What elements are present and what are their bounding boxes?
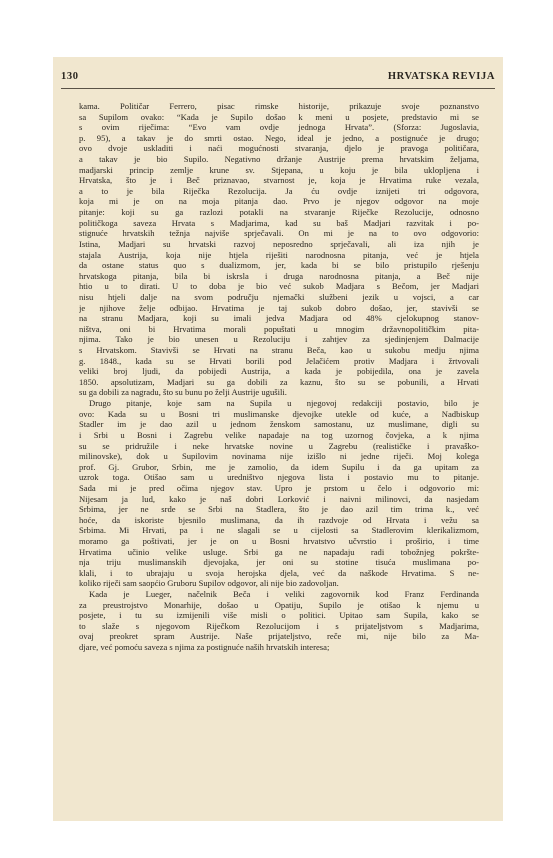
- text-line: a to je bila Riječka Rezolucija. Ja ću ovdje iznijeti tri odgovora,: [79, 185, 479, 196]
- text-line: 1850. apsolutizam, Madjari su ga dobili za kaznu, što su se pobunili, a Hrvati: [79, 376, 479, 387]
- text-line: a takav je bio Supilo. Negativno držanje Austrije prema hrvatskim željama,: [79, 154, 479, 165]
- text-line: s Hrvatskom. Stavivši se Hrvati na stranu Beča, kao u sukobu medju njima: [79, 345, 479, 356]
- text-line: nja triju muslimanskih djevojaka, jer oni su stotine tisuća muslimana po-: [79, 557, 479, 568]
- text-line: su ga dobili za nagradu, što su bunu po želji Austrije ugušili.: [79, 387, 287, 398]
- book-page: [53, 57, 503, 821]
- text-line: koja mi je on na moja pitanja dao. Prvo je njegov odgovor na moje: [79, 196, 479, 207]
- text-line: Istina, Madjari su hrvatski razvoj neposredno sprječavali, ali iza njih je: [79, 238, 479, 249]
- text-line: Srbima. Mi Hrvati, pa i ne slagali se u cijelosti sa Stadlerovim klerikalizmom,: [79, 525, 479, 536]
- text-line: da ostane status quo s dualizmom, jer, kada bi se bilo pristupilo rješenju: [79, 260, 479, 271]
- text-line: milinovske), dok u Supilovim novinama nije izišlo ni jedne riječi. Moj kolega: [79, 451, 479, 462]
- text-line: g. 1848., kada su se Hrvati borili pod Jelačićem protiv Madjara i žrtvovali: [79, 355, 479, 366]
- text-line: ovo: Kada su u Bosni tri muslimanske djevojke utekle od kuće, a Nadbiskup: [79, 408, 479, 419]
- page-header: [61, 71, 495, 85]
- text-line: kama. Političar Ferrero, pisac rimske historije, prikazuje svoje poznanstvo: [79, 101, 479, 111]
- text-line: Nijesam ja lud, kako je naš dobri Lorković i naivni milinovci, da nasjedam: [79, 493, 479, 504]
- running-title: HRVATSKA REVIJA: [387, 71, 495, 82]
- text-line: posjete, i tu su izmijenili više misli o politici. Upitao sam Supila, kako se: [79, 610, 479, 621]
- text-line: političkoga saveza Hrvata s Madjarima, kad su baš Madjari razvitak i po-: [79, 217, 479, 228]
- paragraph: [79, 589, 479, 653]
- text-line: to slaže s njegovom Riječkom Rezolucijom i s prijateljstvom s Madjarima,: [79, 620, 479, 631]
- text-line: s ovim riječima: “Evo vam ovdje jednoga Hrvata”. (Sforza: Jugoslavia,: [79, 122, 479, 133]
- text-line: ovaj preokret spram Austrije. Naše prijateljstvo, reče mi, nije bilo za Ma-: [79, 631, 479, 642]
- text-line: Kada je Lueger, načelnik Beča i veliki zagovornik kod Franz Ferdinanda: [89, 589, 479, 600]
- paragraph: [79, 101, 479, 398]
- text-line: htio u to dirati. U to doba je bio već sukob Madjara s Bečom, jer Madjari: [79, 281, 479, 292]
- text-line: pitanje: koji su ga razlozi potakli na stvaranje Riječke Rezolucije, odnosno: [79, 207, 479, 218]
- text-line: madjarski princip zemlje krune sv. Stjepana, u koju je bila uklopljena i: [79, 164, 479, 175]
- text-line: i Srbi u Bosni i Zagrebu velike napadaje na tog uzornog čovjeka, a k njima: [79, 429, 479, 440]
- text-line: veliki broj ljudi, da pobijedi Austrija, a kada je pobijedila, ona je zavela: [79, 366, 479, 377]
- text-line: na stranu Madjara, koji su imali jedva Madjara od 48% cjelokupnog stanov-: [79, 313, 479, 324]
- text-line: p. 95), a takav je do smrti ostao. Nego, ideal je jedno, a postignuće je drugo;: [79, 132, 479, 143]
- text-line: prof. Gj. Grubor, Srbin, me je zamolio, da idem Supilu i da ga upitam za: [79, 461, 479, 472]
- text-line: Hrvatima učinio velike usluge. Srbi ga ne napadaju radi tobožnjeg pokršte-: [79, 546, 479, 557]
- text-line: nisu htjeli dalje na svom području njemački službeni jezik u vojsci, a car: [79, 291, 479, 302]
- text-line: njima. Tako je bio unesen u Rezoluciju i zahtjev za sjedinjenjem Dalmacije: [79, 334, 479, 345]
- text-line: ovo dvoje uskladiti i naći mogućnosti stvaranja, djelo je pravoga političara,: [79, 143, 479, 154]
- text-line: Drugo pitanje, koje sam na Supila u njegovoj redakciji postavio, bilo je: [89, 398, 479, 409]
- text-line: Stadler im je dao azil u jednom ženskom samostanu, uz muslimane, digli su: [79, 419, 479, 430]
- page-number: 130: [61, 71, 79, 82]
- text-line: stajala Austrija, koja nije htjela riješiti narodnosna pitanja, već je htjela: [79, 249, 479, 260]
- text-line: djare, već pomoću saveza s njima za postignuće naših hrvatskih interesa;: [79, 642, 330, 653]
- text-line: su se pridružile i neke hrvatske novine u Zagrebu (realističke i pravaško-: [79, 440, 479, 451]
- text-line: Hrvatska, što je i Beč priznavao, stvarnost je, koja je Hrvatima ruke vezala,: [79, 175, 479, 186]
- text-line: hrvatskoga pitanja, bila bi iskrsla i druga narodnosna pitanja, a Beč nije: [79, 270, 479, 281]
- text-line: Sada mi je pred očima njegov stav. Upro je prstom u čelo i odgovorio mi:: [79, 482, 479, 493]
- paragraph: [79, 398, 479, 589]
- text-line: za preustrojstvo Monarhije, došao u Opatiju, Supilo je otišao k njemu u: [79, 599, 479, 610]
- header-rule: [61, 88, 495, 89]
- text-line: moramo ga poštivati, jer je on u Bosni hrvatstvo učvrstio i proširio, i time: [79, 535, 479, 546]
- text-line: koliko riječi sam saopćio Gruboru Supilov odgovor, ali nije bio zadovoljan.: [79, 578, 339, 589]
- text-line: Srbima, jer ne srde se Srbi na Stadlera, što je dao azil tim trima k., već: [79, 504, 479, 515]
- text-line: uzrok toga. Otišao sam u uredništvo njegova lista i postavio mu to pitanje.: [79, 472, 479, 483]
- text-line: sa Supilom ovako: “Kada je Supilo došao k meni u posjete, predstavio mi se: [79, 111, 479, 122]
- text-line: je njihove želje odbijao. Hrvatima je taj sukob dobro došao, jer, stavivši se: [79, 302, 479, 313]
- body-text: [79, 101, 479, 653]
- text-line: stignuće hrvatskih težnja najviše sprječavali. On mi je na to ovo odgovorio:: [79, 228, 479, 239]
- text-line: ništva, oni bi Hrvatima morali popuštati u mnogim državnopolitičkim pita-: [79, 323, 479, 334]
- text-line: hoće, da iskoriste bjesnilo muslimana, da ih razdvoje od Hrvata i vežu sa: [79, 514, 479, 525]
- text-line: klali, i to ubrajaju u svoja herojska djela, već da naškode Hrvatima. S ne-: [79, 567, 479, 578]
